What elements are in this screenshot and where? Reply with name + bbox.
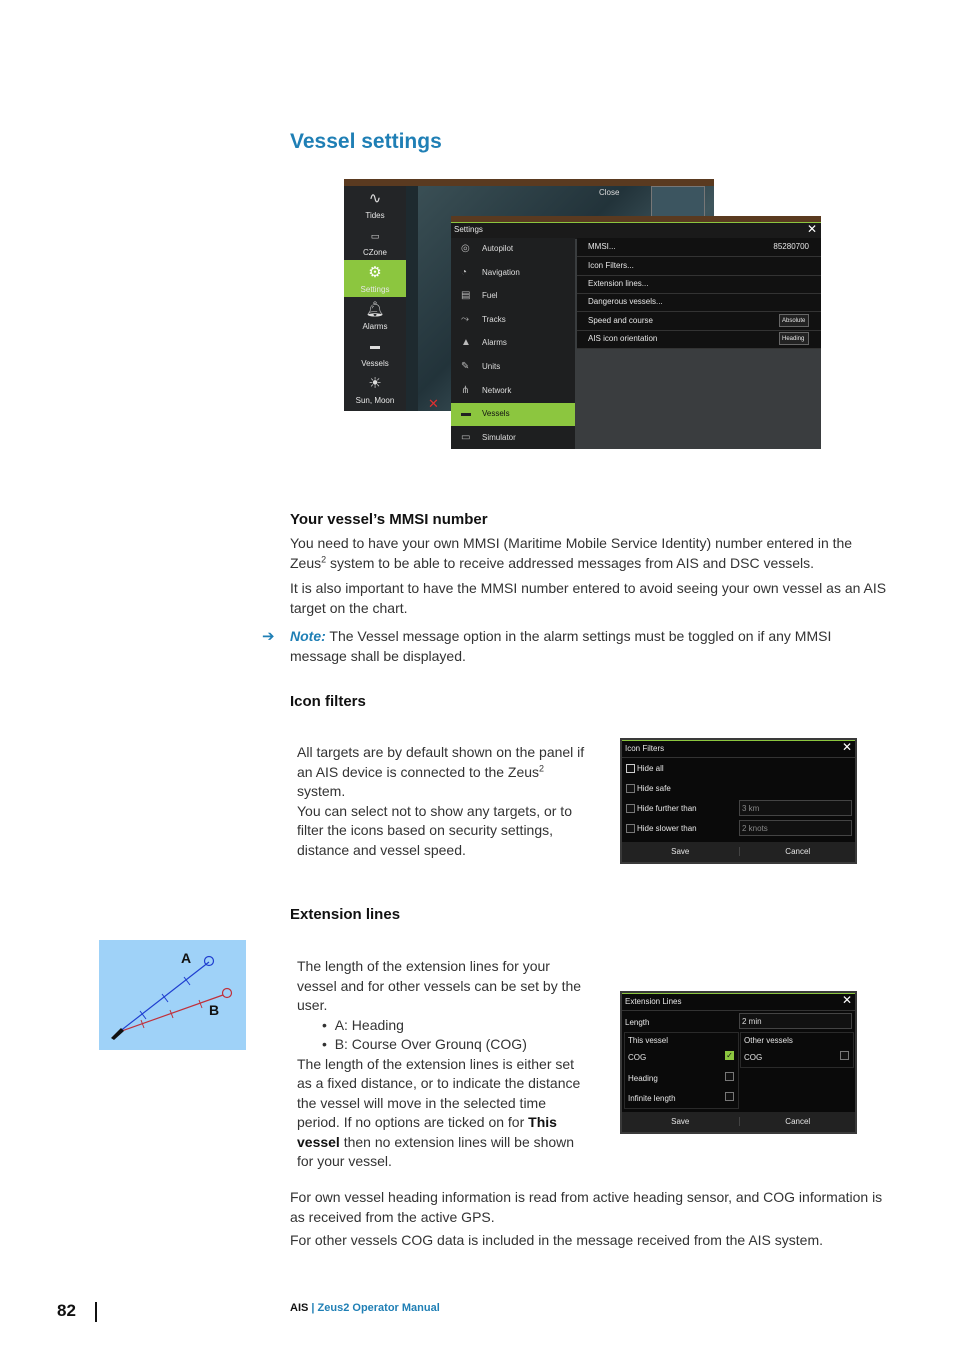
outro-paragraph-1: For own vessel heading information is read from active heading sensor, and COG information is as received from the active GPS. <box>290 1189 883 1225</box>
save-button[interactable]: Save <box>671 847 690 856</box>
ais-orientation-select[interactable]: Heading <box>779 332 809 345</box>
settings-screenshot <box>344 179 821 449</box>
hide-further-checkbox[interactable] <box>626 804 635 813</box>
bell-icon: 🔔︎ <box>365 301 385 318</box>
sidebar-item-alarms[interactable]: 🔔︎ Alarms <box>362 301 388 331</box>
hide-slower-label: Hide slower than <box>637 824 697 833</box>
length-select[interactable]: 2 min <box>739 1013 852 1029</box>
back-sidebar <box>344 186 406 411</box>
option-extension-lines[interactable]: Extension lines... <box>577 275 821 294</box>
menu-item-autopilot[interactable]: ◎ Autopilot <box>461 243 514 254</box>
menu-item-network[interactable]: ⋔ Network <box>461 385 512 396</box>
page-number: 82 <box>57 1301 76 1320</box>
settings-header <box>451 222 821 239</box>
hide-safe-checkbox[interactable] <box>626 784 635 793</box>
length-label: Length <box>625 1018 650 1027</box>
settings-title: Settings <box>454 225 483 234</box>
option-speed-course[interactable]: Speed and course Absolute <box>577 312 821 331</box>
other-cog-checkbox[interactable] <box>840 1051 849 1060</box>
close-icon[interactable]: ✕ <box>841 740 852 754</box>
icon-filters-heading: Icon filters <box>290 693 366 710</box>
option-ais-orientation[interactable]: AIS icon orientation Heading <box>577 330 821 349</box>
this-infinite-checkbox[interactable] <box>725 1092 734 1101</box>
extension-heading: Extension lines <box>290 906 401 923</box>
extension-lines-svg <box>99 940 246 1050</box>
distance-field[interactable]: 3 km <box>739 800 852 816</box>
other-vessels-group <box>740 1032 854 1068</box>
option-dangerous-vessels[interactable]: Dangerous vessels... <box>577 293 821 312</box>
mmsi-paragraph-1: You need to have your own MMSI (Maritime Mobile Service Identity) number entered in the Zeus$^2$ system to be able to receive addressed messages from AIS and DSC vessels. <box>290 535 853 571</box>
autopilot-icon: ◎ <box>461 243 470 254</box>
hide-all-label: Hide all <box>637 764 664 773</box>
sidebar-item-settings[interactable]: ⚙ Settings <box>344 260 406 297</box>
compass-icon: ◔ <box>461 267 468 278</box>
menu-item-navigation[interactable]: ◔ Navigation <box>461 267 520 278</box>
cancel-button[interactable]: Cancel <box>739 847 857 856</box>
settings-dialog <box>451 216 821 449</box>
this-cog-label: COG <box>628 1053 647 1062</box>
extension-bullets <box>297 1016 592 1055</box>
gear-icon: ⚙ <box>368 264 382 281</box>
czone-icon: ▭ <box>370 231 380 241</box>
simulator-icon: ▭ <box>461 432 471 443</box>
menu-item-alarms[interactable]: ▲ Alarms <box>461 337 507 348</box>
label-a: A <box>181 950 192 966</box>
close-button[interactable]: Close <box>599 188 620 197</box>
footer-text: AIS | Zeus2 Operator Manual <box>290 1302 440 1314</box>
extension-lines-diagram <box>99 940 246 1050</box>
chart-thumbnail <box>651 186 705 218</box>
fuel-icon: ▤ <box>461 290 471 301</box>
save-button[interactable]: Save <box>671 1117 690 1126</box>
sidebar-item-tides[interactable]: ∿ Tides <box>365 190 385 220</box>
extension-lines-dialog <box>620 991 857 1134</box>
dialog-title: Extension Lines <box>625 997 682 1006</box>
vessel-options <box>577 238 821 349</box>
this-heading-label: Heading <box>628 1074 658 1083</box>
speed-course-select[interactable]: Absolute <box>779 314 809 327</box>
icon-filters-text: All targets are by default shown on the panel if an AIS device is connected to the Zeus$^2$ system. You can select not to show any targets, or to filter the icons based on security settings, distance and vessel speed. <box>297 744 585 858</box>
bell-icon: ▲ <box>461 337 471 348</box>
arrow-right-icon: ➔ <box>262 628 275 645</box>
this-heading-checkbox[interactable] <box>725 1072 734 1081</box>
dialog-title: Icon Filters <box>625 744 665 753</box>
sidebar-item-czone[interactable]: ▭ CZone <box>344 223 406 260</box>
vessel-icon: ▬ <box>370 341 380 352</box>
pencil-icon: ✎ <box>461 361 470 372</box>
hide-further-label: Hide further than <box>637 804 697 813</box>
label-b: B <box>209 1002 220 1018</box>
mmsi-note: Note: The Vessel message option in the alarm settings must be toggled on if any MMSI message shall be displayed. <box>290 628 832 664</box>
close-icon[interactable]: ✕ <box>806 222 817 236</box>
cancel-button[interactable]: Cancel <box>739 1117 857 1126</box>
network-icon: ⋔ <box>461 385 470 396</box>
close-icon[interactable]: ✕ <box>428 396 439 411</box>
tides-icon: ∿ <box>368 190 382 207</box>
mmsi-heading: Your vessel’s MMSI number <box>290 511 488 528</box>
sidebar-item-sun-moon[interactable]: ☀ Sun, Moon <box>355 375 395 405</box>
list-item: • A: Heading <box>322 1016 404 1033</box>
sidebar-item-vessels[interactable]: ▬ Vessels <box>361 341 389 368</box>
other-cog-label: COG <box>744 1053 763 1062</box>
speed-field[interactable]: 2 knots <box>739 820 852 836</box>
option-icon-filters[interactable]: Icon Filters... <box>577 257 821 276</box>
close-icon[interactable]: ✕ <box>841 993 852 1007</box>
menu-item-fuel[interactable]: ▤ Fuel <box>461 290 498 301</box>
menu-item-simulator[interactable]: ▭ Simulator <box>461 432 516 443</box>
outro-paragraph-2: For other vessels COG data is included in the message received from the AIS system. <box>290 1232 824 1248</box>
this-vessel-label: This vessel <box>628 1036 669 1045</box>
settings-menu <box>451 238 575 449</box>
footer-divider <box>95 1302 97 1322</box>
this-cog-checkbox[interactable]: ✓ <box>726 1051 733 1060</box>
menu-item-tracks[interactable]: ⤳ Tracks <box>461 314 506 325</box>
list-item: • B: Course Over Grounq (COG) <box>322 1036 527 1052</box>
extension-text: The length of the extension lines for your vessel and for other vessels can be set by the user. • A: Heading • B: Course Over Grounq (COG) The length of the extension lines is either set as a fixed distance, or to indicate the distance the vessel will move in the selected time period. If no options are ticked on for This vessel then no extension lines will be shown for your vessel. <box>297 957 592 1172</box>
other-vessels-label: Other vessels <box>744 1036 793 1045</box>
vessel-icon: ▬ <box>461 408 471 419</box>
menu-item-units[interactable]: ✎ Units <box>461 361 501 372</box>
tracks-icon: ⤳ <box>461 314 469 325</box>
icon-filters-dialog <box>620 738 857 864</box>
hide-slower-checkbox[interactable] <box>626 824 635 833</box>
hide-safe-label: Hide safe <box>637 784 671 793</box>
this-infinite-label: Infinite length <box>628 1094 676 1103</box>
mmsi-paragraph-2: It is also important to have the MMSI number entered to avoid seeing your own vessel as an AIS target on the chart. <box>290 580 887 616</box>
this-vessel-group <box>624 1032 739 1109</box>
page-title: Vessel settings <box>290 130 442 153</box>
option-mmsi[interactable]: MMSI... 85280700 <box>577 238 821 257</box>
hide-all-checkbox[interactable] <box>626 764 635 773</box>
sun-icon: ☀ <box>368 375 382 392</box>
menu-item-vessels[interactable]: ▬ Vessels <box>451 403 575 426</box>
